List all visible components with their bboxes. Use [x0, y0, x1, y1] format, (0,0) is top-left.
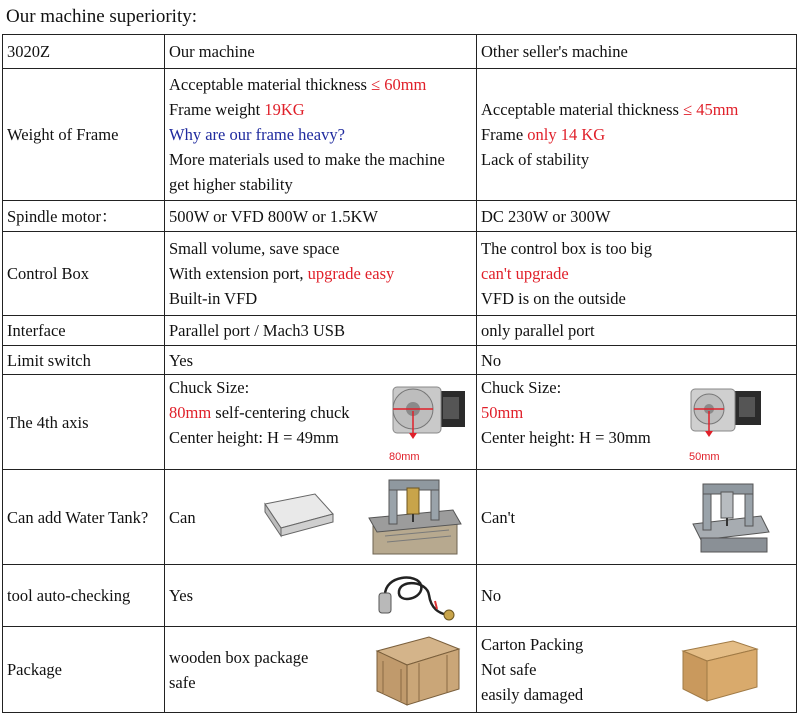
- our-spindle-cell: 500W or VFD 800W or 1.5KW: [165, 201, 477, 232]
- other-interface-cell: only parallel port: [477, 316, 797, 346]
- row-label: The 4th axis: [3, 375, 165, 470]
- row-label: tool auto-checking: [3, 565, 165, 627]
- table-row: [3, 346, 797, 375]
- header-other-machine: Other seller's machine: [477, 35, 797, 69]
- chuck-size-caption: 80mm: [389, 451, 420, 463]
- header-model: 3020Z: [3, 35, 165, 69]
- other-frame-cell: Acceptable material thickness ≤ 45mm Frame only 14 KG Lack of stability: [477, 69, 797, 201]
- row-label: Limit switch: [3, 346, 165, 375]
- our-4th-axis-cell: Chuck Size: 80mm self-centering chuck Center height: H = 49mm 80mm: [165, 375, 477, 470]
- table-row: [3, 232, 797, 316]
- table-row: [3, 375, 797, 470]
- our-water-tank-cell: Can: [165, 470, 477, 565]
- table-row: [3, 316, 797, 346]
- our-frame-cell: Acceptable material thickness ≤ 60mm Frame weight 19KG Why are our frame heavy? More materials used to make the machine get higher stability: [165, 69, 477, 201]
- table-row: [3, 201, 797, 232]
- table-row: [3, 470, 797, 565]
- other-tool-check-cell: No: [477, 565, 797, 627]
- other-package-cell: Carton Packing Not safe easily damaged: [477, 627, 797, 713]
- other-spindle-cell: DC 230W or 300W: [477, 201, 797, 232]
- wooden-box-image: [371, 631, 463, 709]
- rotary-axis-80mm-image: [383, 381, 471, 451]
- table-row: [3, 627, 797, 713]
- other-control-cell: The control box is too big can't upgrade VFD is on the outside: [477, 232, 797, 316]
- other-water-tank-cell: Can't: [477, 470, 797, 565]
- chuck-size-caption: 50mm: [689, 451, 720, 463]
- row-label: Control Box: [3, 232, 165, 316]
- water-tank-image: [261, 490, 337, 538]
- cnc-machine-image: [687, 476, 773, 560]
- table-header-row: [3, 35, 797, 69]
- page-title: Our machine superiority:: [6, 6, 198, 27]
- header-our-machine: Our machine: [165, 35, 477, 69]
- cnc-machine-with-tank-image: [365, 474, 463, 562]
- carton-box-image: [677, 635, 761, 705]
- other-limit-cell: No: [477, 346, 797, 375]
- our-control-cell: Small volume, save space With extension port, upgrade easy Built-in VFD: [165, 232, 477, 316]
- table-row: [3, 69, 797, 201]
- our-package-cell: wooden box package safe: [165, 627, 477, 713]
- tool-sensor-cable-image: [377, 569, 457, 623]
- our-interface-cell: Parallel port / Mach3 USB: [165, 316, 477, 346]
- our-limit-cell: Yes: [165, 346, 477, 375]
- row-label: Spindle motor：: [3, 201, 165, 232]
- rotary-axis-50mm-image: [683, 383, 771, 449]
- comparison-table: [2, 34, 797, 713]
- row-label: Package: [3, 627, 165, 713]
- other-4th-axis-cell: Chuck Size: 50mm Center height: H = 30mm 50mm: [477, 375, 797, 470]
- row-label: Weight of Frame: [3, 69, 165, 201]
- our-tool-check-cell: Yes: [165, 565, 477, 627]
- table-row: [3, 565, 797, 627]
- row-label: Can add Water Tank?: [3, 470, 165, 565]
- row-label: Interface: [3, 316, 165, 346]
